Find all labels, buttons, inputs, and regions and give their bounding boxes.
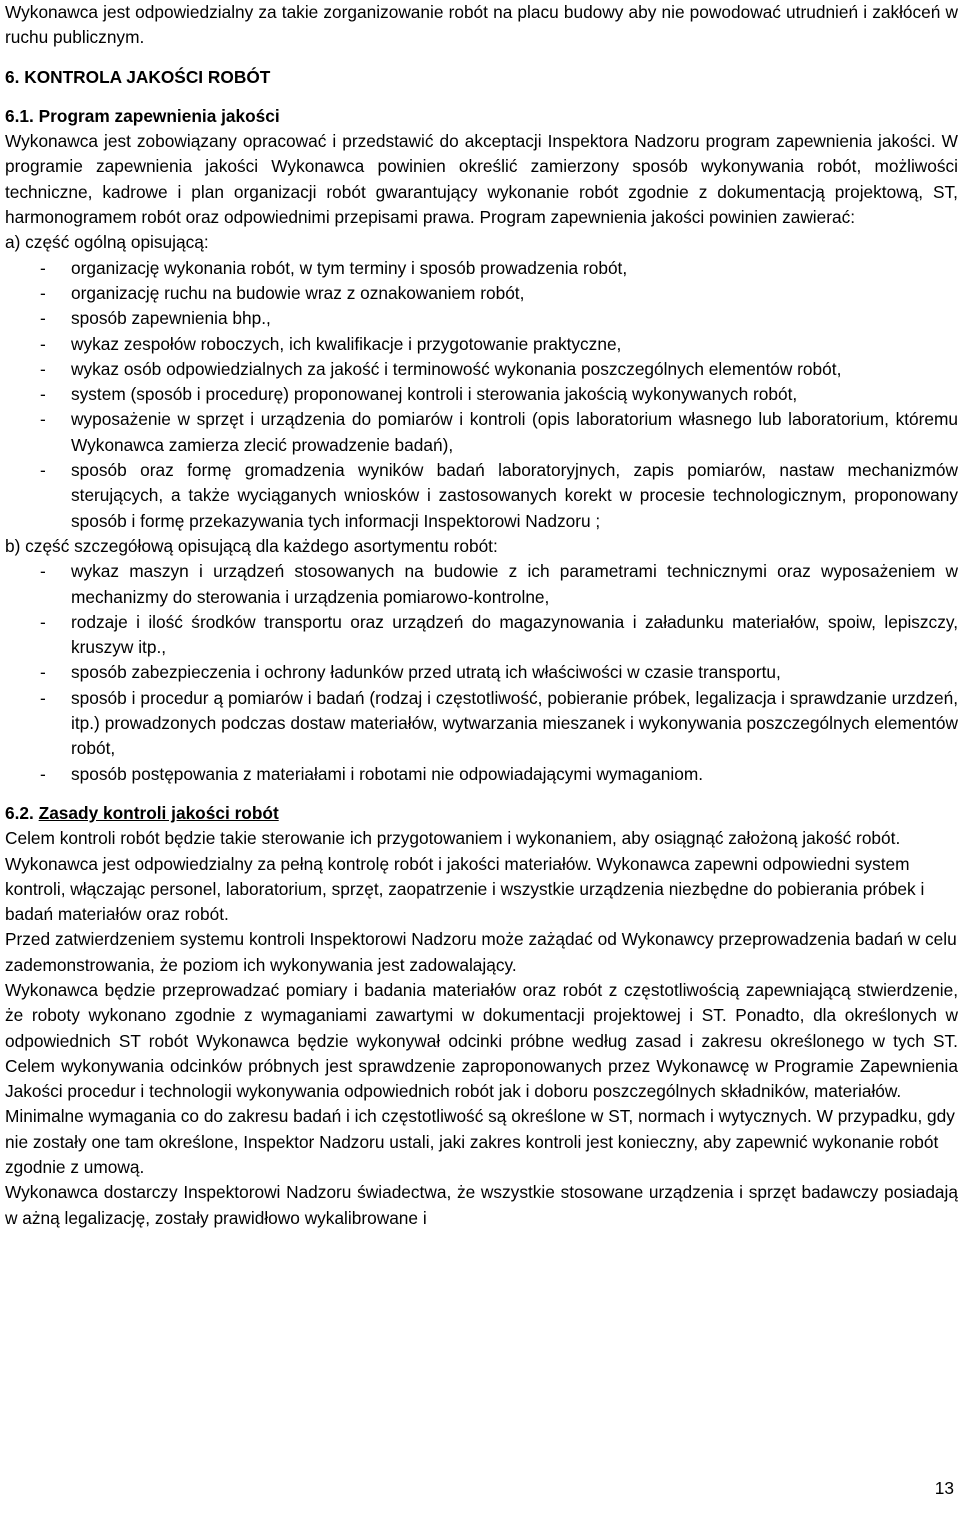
list-item (5, 332, 958, 357)
list-dash: - (40, 409, 46, 430)
list-dash: - (40, 308, 46, 329)
list-item (5, 762, 958, 787)
list-item (5, 306, 958, 331)
section-6-2-title: Zasady kontroli jakości robót (38, 802, 279, 823)
section-6-1-title: Program zapewnienia jakości (38, 105, 280, 126)
list-item-text: sposób zabezpieczenia i ochrony ładunków przed utratą ich właściwości w czasie transportu, (71, 662, 781, 683)
list-item-text: wykaz osób odpowiedzialnych za jakość i terminowość wykonania poszczególnych elementów robót, (71, 358, 842, 379)
section-6-2-number: 6.2. (5, 802, 34, 823)
section-6-heading: 6. KONTROLA JAKOŚCI ROBÓT (5, 66, 271, 87)
list-dash: - (40, 384, 46, 405)
list-item-text: organizację wykonania robót, w tym terminy i sposób prowadzenia robót, (71, 257, 628, 278)
section-6-2-paragraph: Wykonawca dostarczy Inspektorowi Nadzoru świadectwa, że wszystkie stosowane urządzenia i sprzęt badawczy posiadają w ażną legalizację, zostały prawidłowo wykalibrowane i (5, 1182, 958, 1228)
section-6-2-paragraph: Przed zatwierdzeniem systemu kontroli Inspektorowi Nadzoru może zażądać od Wykonawcy przeprowadzenia badań w celu zademonstrowania, że poziom ich wykonywania jest zadowalający. (5, 929, 957, 975)
list-item (5, 686, 958, 762)
list-item (5, 281, 958, 306)
part-b-list (5, 559, 958, 787)
list-item (5, 610, 958, 661)
list-item-text: sposób i procedur ą pomiarów i badań (rodzaj i częstotliwość, pobieranie próbek, legalizacja i sprawdzanie urzdzeń, itp.) prowadzonych podczas dostaw materiałów, wytwarzania mieszanek i wykonywania poszczególnych elementów robót, (71, 687, 958, 759)
section-6-1-paragraph: Wykonawca jest zobowiązany opracować i przedstawić do akceptacji Inspektora Nadzoru program zapewnienia jakości. W programie zapewnienia jakości Wykonawca powinien określić zamierzony sposób wykonywania robót, możliwości techniczne, kadrowe i plan organizacji robót gwarantujący wykonanie robót zgodnie z dokumentacją projektową, ST, harmonogramem robót oraz odpowiednimi przepisami prawa. Program zapewnienia jakości powinien zawierać: (5, 131, 958, 228)
list-item-text: sposób oraz formę gromadzenia wyników badań laboratoryjnych, zapis pomiarów, nastaw mechanizmów sterujących, a także wyciąganych wniosków i zastosowanych korekt w procesie technologicznym, proponowany sposób i formę przekazywania tych informacji Inspektorowi Nadzoru ; (71, 460, 958, 531)
list-dash: - (40, 333, 46, 354)
list-item (5, 382, 958, 407)
section-6-1-number: 6.1. (5, 105, 34, 126)
part-a-label: a) część ogólną opisującą: (5, 232, 209, 253)
section-6-2-paragraph: Minimalne wymagania co do zakresu badań i ich częstotliwość są określone w ST, normach i wytycznych. W przypadku, gdy nie zostały one tam określone, Inspektor Nadzoru ustali, jaki zakres kontroli jest konieczny, aby zapewnić wykonanie robót zgodnie z umową. (5, 1106, 955, 1178)
list-dash: - (40, 662, 46, 683)
list-item (5, 458, 958, 534)
list-dash: - (40, 763, 46, 784)
list-dash: - (40, 282, 46, 303)
list-item-text: system (sposób i procedurę) proponowanej kontroli i sterowania jakością wykonywanych robót, (71, 384, 798, 405)
list-dash: - (40, 611, 46, 632)
list-item-text: wykaz zespołów roboczych, ich kwalifikacje i przygotowanie praktyczne, (71, 333, 622, 354)
section-6-2-heading (5, 801, 958, 826)
list-item (5, 407, 958, 458)
section-6-2-paragraph: Celem kontroli robót będzie takie sterowanie ich przygotowaniem i wykonaniem, aby osiągnąć założoną jakość robót. (5, 828, 901, 849)
list-dash: - (40, 561, 46, 582)
list-item-text: wykaz maszyn i urządzeń stosowanych na budowie z ich parametrami technicznymi oraz wyposażeniem w mechanizmy do sterowania i urządzenia pomiarowo-kontrolne, (71, 561, 958, 607)
part-a-list (5, 256, 958, 534)
list-dash: - (40, 687, 46, 708)
list-item-text: sposób postępowania z materiałami i robotami nie odpowiadającymi wymaganiom. (71, 763, 704, 784)
list-item-text: wyposażenie w sprzęt i urządzenia do pomiarów i kontroli (opis laboratorium własnego lub laboratorium, któremu Wykonawca zamierza zlecić prowadzenie badań), (71, 409, 958, 455)
section-6-2-paragraph: Wykonawca będzie przeprowadzać pomiary i badania materiałów oraz robót z częstotliwością zapewniającą stwierdzenie, że roboty wykonano zgodnie z wymaganiami zawartymi w dokumentacji projektowej i ST. Ponadto, dla określonych w odpowiednich ST robót Wykonawca będzie wykonywał odcinki próbne według zasad i zakresu określonego w tych ST. Celem wykonywania odcinków próbnych jest sprawdzenie zaproponowanych przez Wykonawcę w Programie Zapewnienia Jakości procedur i technologii wykonywania odpowiednich robót jak i doboru poszczególnych składników, materiałów. (5, 979, 958, 1102)
list-item (5, 660, 958, 685)
list-dash: - (40, 460, 46, 481)
section-6-1-heading (5, 104, 958, 129)
list-item-text: organizację ruchu na budowie wraz z oznakowaniem robót, (71, 282, 525, 303)
list-item-text: rodzaje i ilość środków transportu oraz urządzeń do magazynowania i załadunku materiałów, spoiw, lepiszczy, kruszyw itp., (71, 611, 958, 658)
document-page (5, 0, 958, 1231)
list-item (5, 559, 958, 610)
list-dash: - (40, 358, 46, 379)
part-b-label: b) część szczegółową opisującą dla każdego asortymentu robót: (5, 535, 498, 556)
intro-paragraph: Wykonawca jest odpowiedzialny za takie zorganizowanie robót na placu budowy aby nie powodować utrudnień i zakłóceń w ruchu publicznym. (5, 2, 958, 48)
list-item (5, 256, 958, 281)
list-dash: - (40, 257, 46, 278)
list-item-text: sposób zapewnienia bhp., (71, 308, 271, 329)
page-number: 13 (934, 1478, 954, 1498)
list-item (5, 357, 958, 382)
section-6-2-paragraph: Wykonawca jest odpowiedzialny za pełną kontrolę robót i jakości materiałów. Wykonawca zapewni odpowiedni system kontroli, włączając personel, laboratorium, sprzęt, zaopatrzenie i wszystkie urządzenia niezbędne do pobierania próbek i badań materiałów oraz robót. (5, 853, 925, 925)
